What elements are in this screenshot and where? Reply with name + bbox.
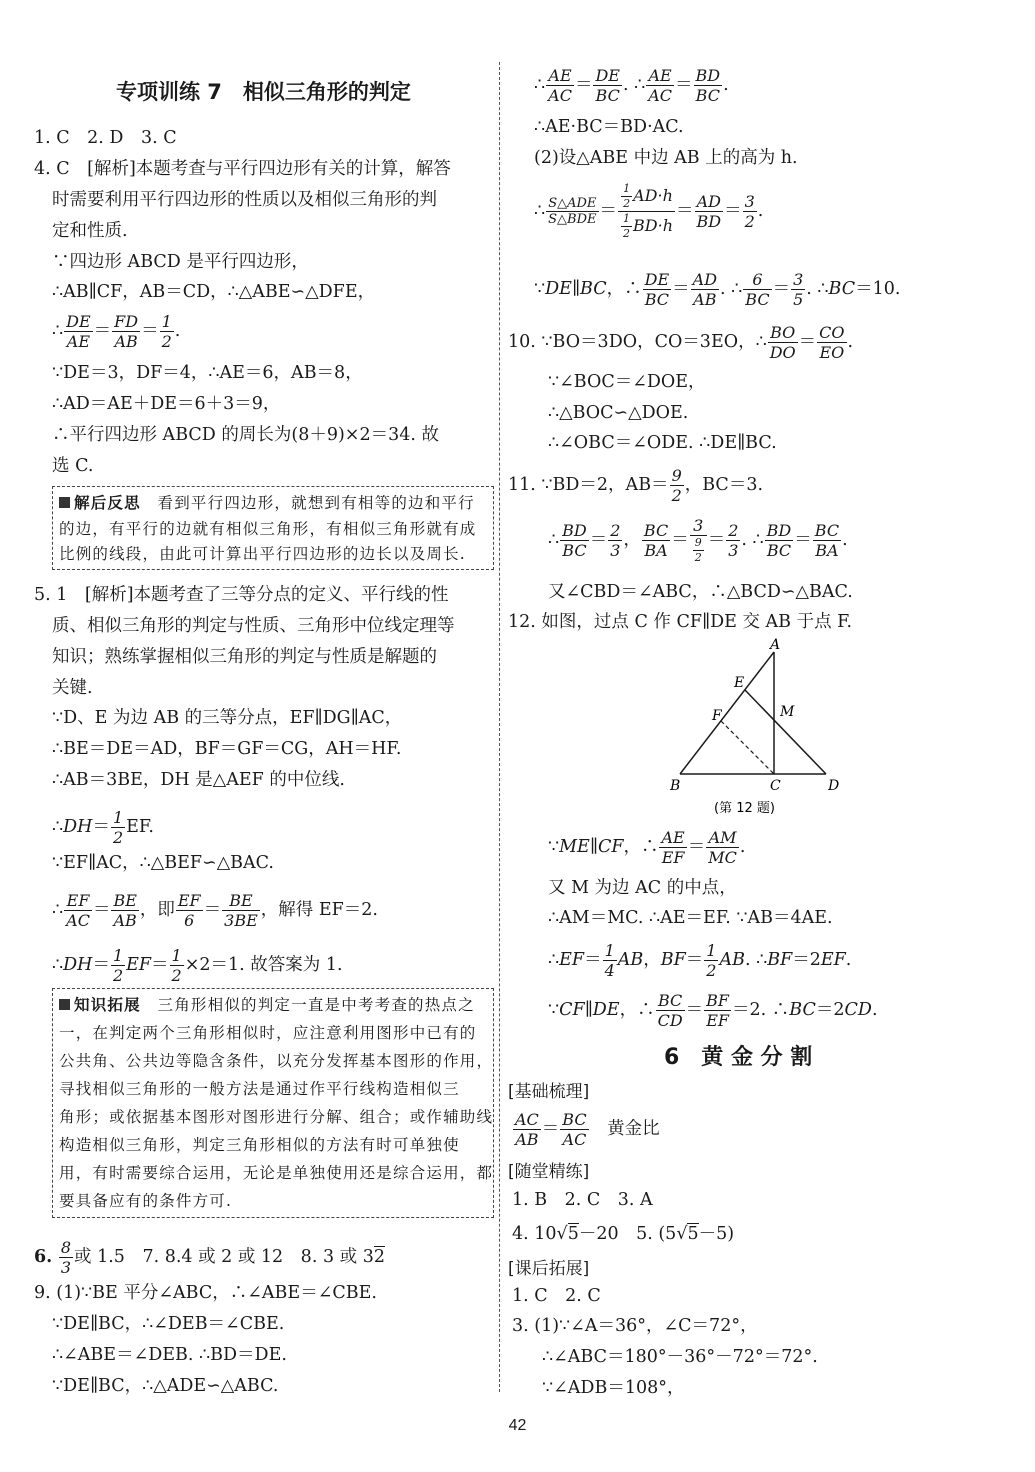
q9-line: ∵DE∥BC，∴∠DEB＝∠CBE. [52, 1314, 285, 1334]
fraction: $\frac{1}{2}$ AD·h $\frac{1}{2}$ BD·h [618, 182, 675, 241]
reflection-box [52, 486, 494, 570]
q5-line: ∴BE＝DE＝AD，BF＝GF＝CG，AH＝HF. [52, 739, 402, 759]
fraction: $\frac{BC}{BA}$ [814, 521, 840, 560]
fraction: $\frac{BE}{3BE}$ [224, 891, 258, 930]
reflection-line: 的边，有平行的边就有相似三角形，有相似三角形就有成 [59, 520, 477, 538]
q4-line: ∴平行四边形 ABCD 的周长为(8＋9)×2＝34. 故 [52, 425, 439, 445]
practice-answers: 1. B 2. C 3. A [512, 1190, 653, 1210]
q5-end-line: ∴DH＝ $\frac{1}{2}$ EF＝ $\frac{1}{2}$ ×2＝1. 故答案为 1. [52, 946, 343, 985]
fraction: $\frac{CO}{EO}$ [819, 323, 845, 362]
q5-line: ∵EF∥AC，∴△BEF∽△BAC. [52, 853, 274, 873]
fraction: $\frac{2}{3}$ [610, 521, 621, 560]
fraction: $\frac{BD}{BC}$ [766, 521, 792, 560]
line-ba [680, 652, 774, 774]
fraction: $\frac{AE}{EF}$ [661, 828, 685, 867]
after-answers: 1. C 2. C [512, 1286, 601, 1306]
q4-fraction-line: ∴ $\frac{DE}{AE}$ ＝ $\frac{FD}{AB}$ ＝ $\frac{1}{2}$ . [52, 312, 181, 351]
label-b: B [670, 778, 681, 794]
fraction: $\frac{EF}{AC}$ [66, 891, 90, 930]
q4-line: 时需要利用平行四边形的性质以及相似三角形的判 [52, 190, 437, 210]
fraction: $\frac{3}{5}$ [793, 270, 804, 309]
q5-line: 质、相似三角形的判定与性质、三角形中位线定理等 [52, 616, 455, 636]
fraction: $\frac{BD}{BC}$ [695, 66, 721, 105]
fraction: $\frac{BC}{AC}$ [562, 1110, 587, 1149]
fraction: $\frac{BC}{CD}$ [657, 991, 683, 1030]
section-6-title: 6 黄 金 分 割 [664, 1045, 813, 1070]
label-m: M [780, 704, 795, 720]
q12-bc-line: ∵CF∥DE，∴ $\frac{BC}{CD}$ ＝ $\frac{BF}{EF}$ ＝2. ∴BC＝2CD. [548, 991, 878, 1030]
fraction: $\frac{AM}{MC}$ [708, 828, 737, 867]
knowledge-line: 公共角、公共边等隐含条件，以充分发挥基本图形的作用， [59, 1052, 494, 1070]
after-class-heading: [课后拓展] [508, 1259, 590, 1279]
fraction: $\frac{8}{3}$ [60, 1238, 72, 1277]
q5-line: 知识；熟练掌握相似三角形的判定与性质是解题的 [52, 647, 437, 667]
q9-line: 9. (1)∵BE 平分∠ABC，∴∠ABE＝∠CBE. [34, 1283, 377, 1303]
fraction: $\frac{BO}{DO}$ [769, 323, 796, 362]
label-e: E [734, 675, 745, 691]
q3-line: ∵∠ADB＝108°， [542, 1378, 685, 1398]
knowledge-line: 一，在判定两个三角形相似时，应注意利用图形中已有的 [59, 1024, 477, 1042]
q12-line: 又 M 为边 AC 的中点， [548, 878, 737, 898]
fraction: $\frac{BE}{AB}$ [113, 891, 137, 930]
column-separator [499, 62, 500, 1392]
q10-line: ∴∠OBC＝∠ODE. ∴DE∥BC. [548, 433, 777, 453]
q10-line: ∵∠BOC＝∠DOE， [548, 372, 706, 392]
q3-line: ∴∠ABC＝180°－36°－72°＝72°. [542, 1347, 818, 1367]
q9-line: ∴AE·BC＝BD·AC. [534, 117, 684, 137]
q3-line: 3. (1)∵∠A＝36°，∠C＝72°， [512, 1316, 758, 1336]
fraction: $\frac{AD}{AB}$ [692, 270, 718, 309]
reflection-line: 解后反思 看到平行四边形，就想到有相等的边和平行 [59, 491, 475, 515]
q5-line: ∴AB＝3BE，DH 是△AEF 的中位线. [52, 770, 345, 790]
fraction: $\frac{FD}{AB}$ [114, 312, 139, 351]
fraction: $\frac{\text{S△ADE}}{\text{S△BDE}}$ [548, 196, 597, 227]
reflection-tag: 解后反思 [74, 494, 141, 512]
q9-line: ∴∠ABE＝∠DEB. ∴BD＝DE. [52, 1345, 287, 1365]
q5-line: 关键. [52, 678, 93, 698]
fraction: $\frac{BC}{BA}$ [643, 521, 669, 560]
practice-answers: 4. 10√5－20 5. (5√5－5) [512, 1224, 735, 1244]
figure-caption: (第 12 题) [714, 801, 775, 816]
q9-bc-line: ∵DE∥BC，∴ $\frac{DE}{BC}$ ＝ $\frac{AD}{AB}$ . ∴ $\frac{6}{BC}$ ＝ $\frac{3}{5}$ . ∴BC＝10. [534, 270, 901, 309]
triangle-figure [658, 636, 858, 821]
fraction: $\frac{BD}{BC}$ [562, 521, 587, 560]
q5-eq-line: ∴ $\frac{EF}{AC}$ ＝ $\frac{BE}{AB}$ ，即 $\frac{EF}{6}$ ＝ $\frac{BE}{3BE}$ ，解得 EF＝2. [52, 891, 378, 930]
q12-line: 12. 如图，过点 C 作 CF∥DE 交 AB 于点 F. [508, 612, 853, 632]
label-d: D [828, 778, 840, 794]
answers-6-8: 6. $\frac{8}{3}$ 或 1.5 7. 8.4 或 2 或 12 8. 3 或 32 [34, 1238, 385, 1277]
q4-line: ∵四边形 ABCD 是平行四边形， [52, 252, 309, 272]
q9-line: (2)设△ABE 中边 AB 上的高为 h. [534, 148, 798, 168]
q5-line: 5. 1 [解析]本题考查了三等分点的定义、平行线的性 [34, 585, 449, 605]
area-ratio-line: ∴ $\frac{\text{S△ADE}}{\text{S△BDE}}$ ＝ $\frac{1}{2}$ AD·h $\frac{1}{2}$ BD·h ＝ $\frac{AD}{BD}$ ＝ $\frac{3}{2}$ . [534, 182, 764, 240]
fraction: $\frac{AE}{AC}$ [648, 66, 673, 105]
fraction: $\frac{9}{2}$ [671, 466, 682, 505]
square-bullet-icon [59, 497, 70, 508]
fraction: $\frac{AC}{AB}$ [515, 1110, 539, 1149]
q5-dh-line: ∴DH＝ $\frac{1}{2}$ EF. [52, 808, 154, 847]
line-ed [745, 690, 826, 774]
q4-line: 4. C [解析]本题考查与平行四边形有关的计算，解答 [34, 159, 451, 179]
q11-line: 11. ∵BD＝2，AB＝ $\frac{9}{2}$ ，BC＝3. [508, 466, 764, 505]
golden-ratio-line: $\frac{AC}{AB}$ ＝ $\frac{BC}{AC}$ 黄金比 [515, 1110, 660, 1149]
q9-line: ∵DE∥BC，∴△ADE∽△ABC. [52, 1376, 279, 1396]
q4-line: ∴AB∥CF，AB＝CD，∴△ABE∽△DFE， [52, 282, 376, 302]
label-f: F [712, 708, 722, 724]
label-c: C [770, 778, 781, 794]
knowledge-line: 寻找相似三角形的一般方法是通过作平行线构造相似三 [59, 1080, 460, 1098]
fraction: $\frac{EF}{6}$ [177, 891, 201, 930]
q4-line: ∴AD＝AE＋DE＝6＋3＝9， [52, 394, 281, 414]
fraction: $\frac{DE}{BC}$ [644, 270, 670, 309]
q10-line: 10. ∵BO＝3DO，CO＝3EO，∴ $\frac{BO}{DO}$ ＝ $\frac{CO}{EO}$ . [508, 323, 854, 362]
fraction: $\frac{1}{2}$ [112, 808, 124, 847]
label-a: A [770, 637, 781, 653]
q11-line: 又∠CBD＝∠ABC，∴△BCD∽△BAC. [548, 582, 853, 602]
knowledge-tag: 知识拓展 [74, 996, 141, 1014]
fraction: $\frac{6}{BC}$ [745, 270, 770, 309]
q12-fraction-line: ∵ME∥CF，∴ $\frac{AE}{EF}$ ＝ $\frac{AM}{MC}$ . [548, 828, 746, 867]
q4-line: ∵DE＝3，DF＝4，∴AE＝6，AB＝8， [52, 363, 363, 383]
q4-line: 选 C. [52, 456, 94, 476]
fraction: $\frac{AD}{BD}$ [696, 192, 722, 231]
fraction: $\frac{3}{\frac{9}{2}}$ [690, 516, 707, 565]
knowledge-box [52, 988, 494, 1218]
fraction: $\frac{2}{3}$ [728, 521, 739, 560]
q9-fraction-line: ∴ $\frac{AE}{AC}$ ＝ $\frac{DE}{BC}$ . ∴ $\frac{AE}{AC}$ ＝ $\frac{BD}{BC}$ . [534, 66, 729, 105]
reflection-line: 比例的线段，由此可计算出平行四边形的边长以及周长. [59, 545, 466, 563]
answers-1-3: 1. C 2. D 3. C [34, 128, 177, 148]
line-fc-dashed [721, 721, 774, 774]
q4-line: 定和性质. [52, 221, 128, 241]
knowledge-line: 要具备应有的条件方可. [59, 1192, 233, 1210]
fraction: $\frac{1}{2}$ [171, 946, 182, 985]
practice-heading: [随堂精练] [508, 1162, 590, 1182]
fraction: $\frac{1}{4}$ [604, 941, 615, 980]
fraction: $\frac{DE}{BC}$ [595, 66, 620, 105]
basic-heading: [基础梳理] [508, 1082, 590, 1102]
fraction: $\frac{1}{2}$ [706, 941, 717, 980]
q12-line: ∴AM＝MC. ∴AE＝EF. ∵AB＝4AE. [548, 908, 833, 928]
fraction: $\frac{AE}{AC}$ [548, 66, 572, 105]
page-title: 专项训练 7 相似三角形的判定 [116, 80, 411, 104]
q12-ef-line: ∴EF＝ $\frac{1}{4}$ AB，BF＝ $\frac{1}{2}$ AB. ∴BF＝2EF. [548, 941, 852, 980]
fraction: $\frac{3}{2}$ [744, 192, 755, 231]
knowledge-line: 知识拓展 三角形相似的判定一直是中考考查的热点之 [59, 993, 475, 1017]
square-bullet-icon [59, 999, 70, 1010]
knowledge-line: 角形；或依据基本图形对图形进行分解、组合；或作辅助线 [59, 1108, 494, 1126]
q10-line: ∴△BOC∽△DOE. [548, 403, 689, 423]
fraction: $\frac{BF}{EF}$ [706, 991, 730, 1030]
fraction: $\frac{1}{2}$ [161, 312, 172, 351]
page-number: 42 [508, 1417, 527, 1434]
fraction: $\frac{1}{2}$ [112, 946, 124, 985]
knowledge-line: 构造相似三角形，判定三角形相似的方法有时可单独使 [59, 1136, 460, 1154]
q5-line: ∵D、E 为边 AB 的三等分点，EF∥DG∥AC， [52, 708, 403, 728]
q11-fraction-line: ∴ $\frac{BD}{BC}$ ＝ $\frac{2}{3}$ ， $\frac{BC}{BA}$ ＝ $\frac{3}{\frac{9}{2}}$ ＝ $\frac{2}{3}$ . ∴ $\frac{BD}{BC}$ ＝ $\frac{BC}{BA}$ . [548, 516, 848, 564]
knowledge-line: 用，有时需要综合运用，无论是单独使用还是综合运用，都 [59, 1164, 494, 1182]
fraction: $\frac{DE}{AE}$ [66, 312, 91, 351]
